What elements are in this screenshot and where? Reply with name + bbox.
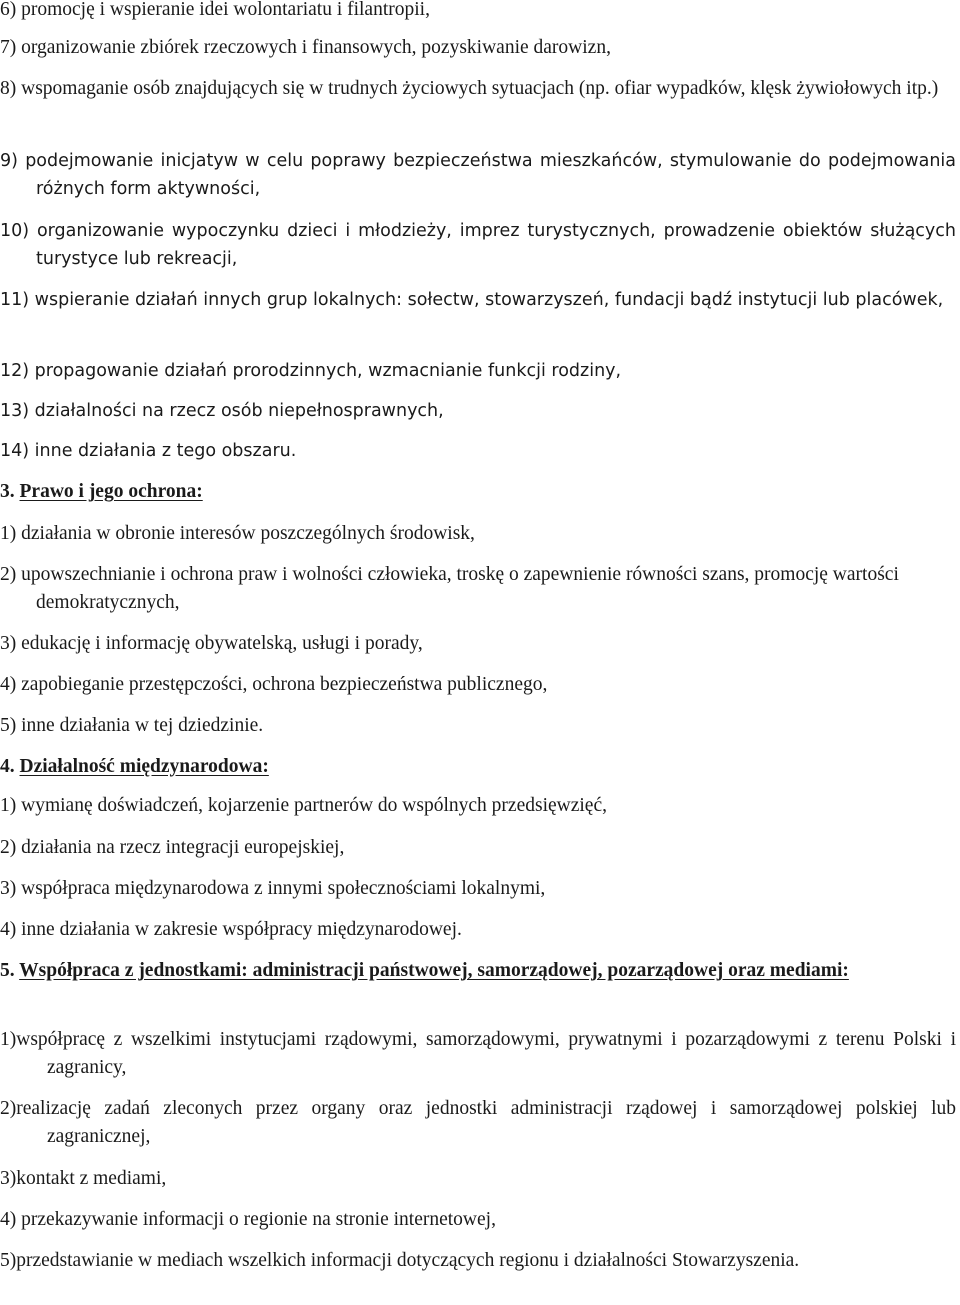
section-5-item-3: 3)kontakt z mediami, — [0, 1168, 167, 1189]
list-item-11: 11) wspieranie działań innych grup lokalnych: sołectw, stowarzyszeń, fundacji bądź instytucji lub placówek, — [0, 290, 944, 310]
section-4-title: Działalność międzynarodowa: — [19, 756, 269, 777]
section-4-item-1: 1) wymianę doświadczeń, kojarzenie partnerów do wspólnych przedsięwzięć, — [0, 795, 607, 816]
section-3-heading — [0, 478, 956, 506]
list-item-6: 6) promocję i wspieranie idei wolontariatu i filantropii, — [0, 0, 430, 20]
section-3-title: Prawo i jego ochrona: — [19, 481, 203, 502]
section-4-item-4: 4) inne działania w zakresie współpracy międzynarodowej. — [0, 919, 462, 940]
section-3-item-3: 3) edukację i informację obywatelską, usługi i porady, — [0, 633, 423, 654]
list-item-12: 12) propagowanie działań prorodzinnych, wzmacnianie funkcji rodziny, — [0, 361, 622, 381]
list-item-13: 13) działalności na rzecz osób niepełnosprawnych, — [0, 401, 444, 421]
section-4-item-2: 2) działania na rzecz integracji europejskiej, — [0, 837, 345, 858]
section-3-number: 3. — [0, 481, 15, 502]
section-5-heading — [0, 957, 956, 985]
section-3-item-5: 5) inne działania w tej dziedzinie. — [0, 715, 264, 736]
list-item-9: 9) podejmowanie inicjatyw w celu poprawy bezpieczeństwa mieszkańców, stymulowanie do podejmowania różnych form aktywności, — [0, 151, 956, 199]
list-item-14: 14) inne działania z tego obszaru. — [0, 441, 297, 461]
section-4-item-3: 3) współpraca międzynarodowa z innymi społecznościami lokalnymi, — [0, 878, 546, 899]
section-5-number: 5. — [0, 960, 15, 981]
list-item-10: 10) organizowanie wypoczynku dzieci i młodzieży, imprez turystycznych, prowadzenie obiektów służących turystyce lub rekreacji, — [0, 221, 956, 269]
section-3-item-1: 1) działania w obronie interesów poszczególnych środowisk, — [0, 523, 475, 544]
section-3-item-4: 4) zapobieganie przestępczości, ochrona bezpieczeństwa publicznego, — [0, 674, 548, 695]
section-5-title: Współpraca z jednostkami: administracji państwowej, samorządowej, pozarządowej oraz mediami: — [19, 960, 849, 981]
section-3-item-2: 2) upowszechnianie i ochrona praw i wolności człowieka, troskę o zapewnienie równości szans, promocję wartości demokratycznych, — [0, 564, 899, 613]
section-5-item-2: 2)realizację zadań zleconych przez organy oraz jednostki administracji rządowej i samorządowej polskiej lub zagranicznej, — [0, 1098, 956, 1147]
section-5-item-1: 1)współpracę z wszelkimi instytucjami rządowymi, samorządowymi, prywatnymi i pozarządowymi z terenu Polski i zagranicy, — [0, 1029, 956, 1078]
section-4-heading — [0, 753, 956, 781]
section-4-number: 4. — [0, 756, 15, 777]
section-5-item-5: 5)przedstawianie w mediach wszelkich informacji dotyczących regionu i działalności Stowarzyszenia. — [0, 1250, 800, 1271]
list-item-7: 7) organizowanie zbiórek rzeczowych i finansowych, pozyskiwanie darowizn, — [0, 37, 611, 58]
section-5-item-4: 4) przekazywanie informacji o regionie na stronie internetowej, — [0, 1209, 496, 1230]
list-item-8: 8) wspomaganie osób znajdujących się w trudnych życiowych sytuacjach (np. ofiar wypadków, klęsk żywiołowych itp.) — [0, 78, 939, 99]
